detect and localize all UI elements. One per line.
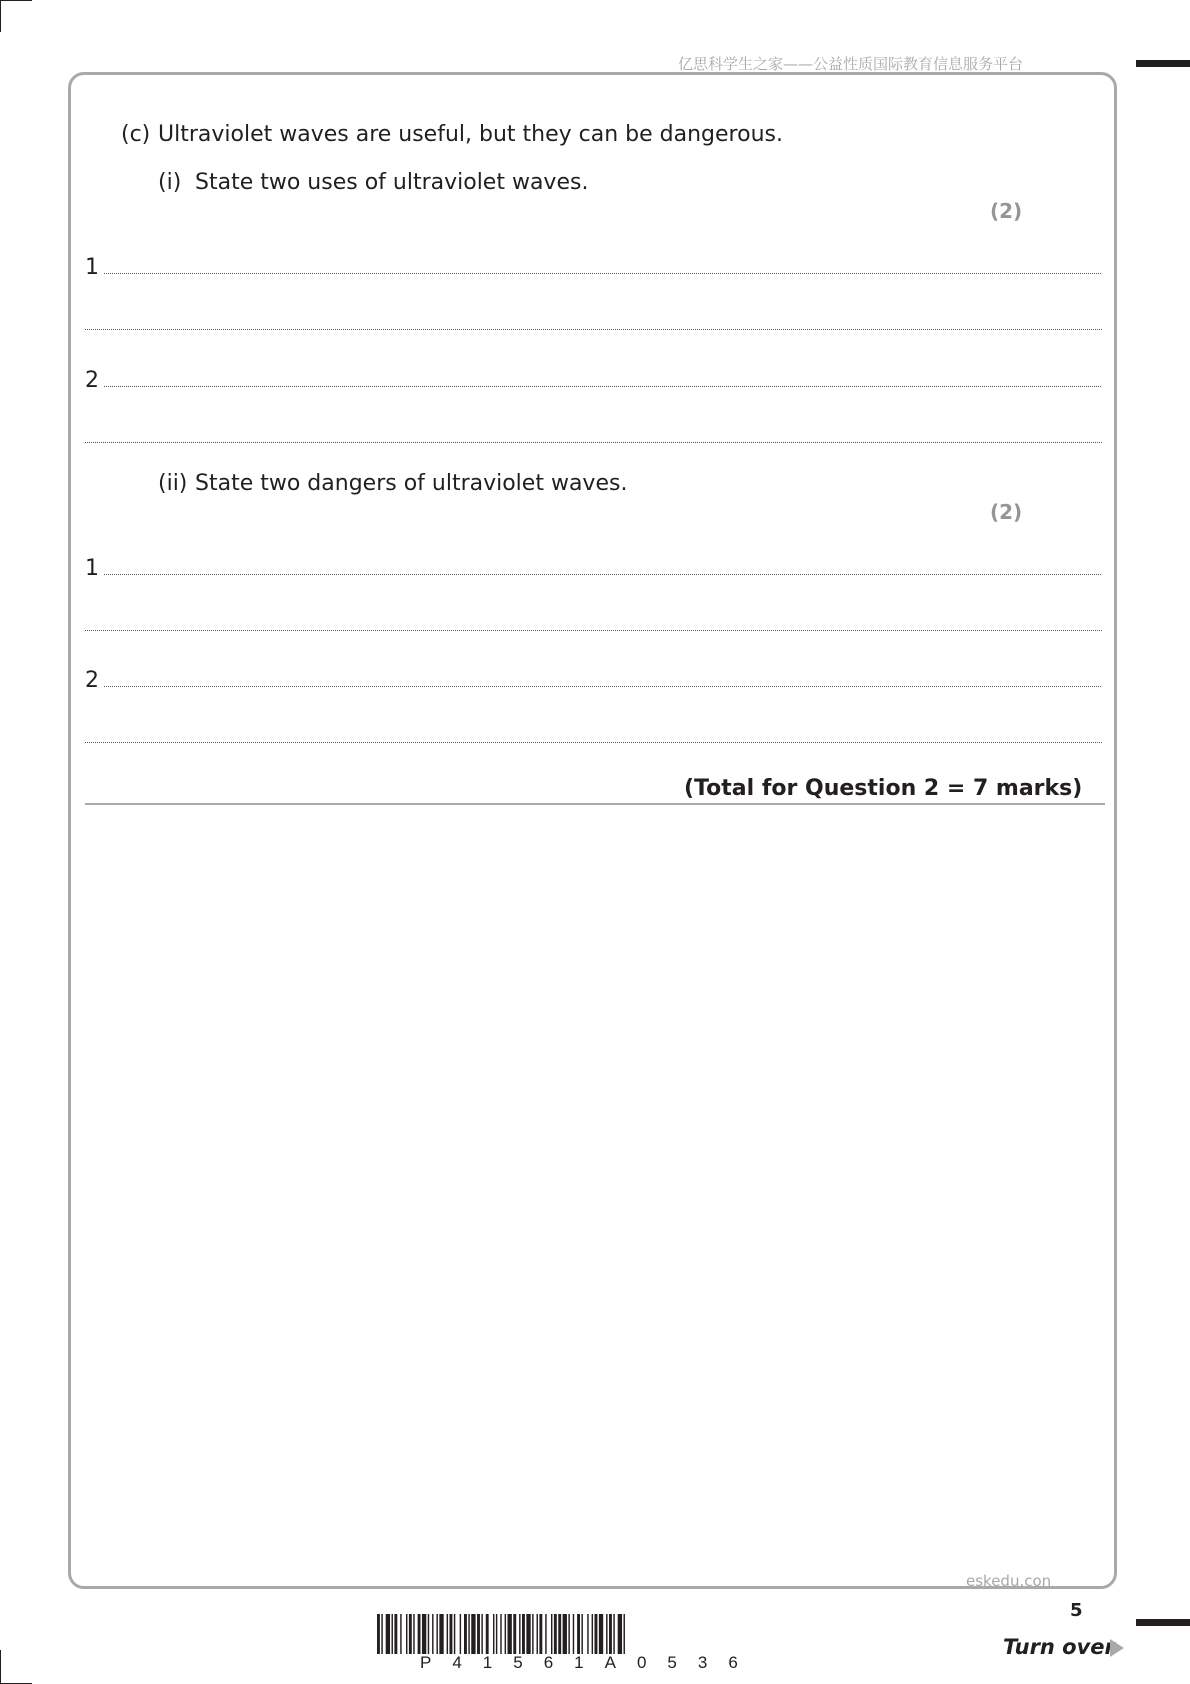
part-i-label: (i) bbox=[158, 170, 182, 195]
barcode-bar bbox=[454, 1614, 455, 1654]
question-total: (Total for Question 2 = 7 marks) bbox=[684, 776, 1083, 801]
question-part-c bbox=[121, 122, 783, 147]
part-c-label: (c) bbox=[121, 122, 151, 147]
header-watermark: 亿思科学生之家——公益性质国际教育信息服务平台 bbox=[678, 55, 1024, 73]
footer-watermark: eskedu.con bbox=[966, 1572, 1052, 1590]
barcode-bar bbox=[439, 1614, 443, 1654]
total-rule bbox=[85, 803, 1105, 805]
barcode-bar bbox=[493, 1614, 494, 1654]
barcode-bar bbox=[526, 1614, 530, 1654]
answer-line[interactable] bbox=[104, 386, 1101, 387]
answer-line[interactable] bbox=[104, 273, 1101, 274]
crop-mark bbox=[0, 0, 1, 32]
barcode-bar bbox=[595, 1614, 598, 1654]
crop-mark bbox=[0, 0, 32, 1]
barcode-bar bbox=[587, 1614, 588, 1654]
part-ii-text: State two dangers of ultraviolet waves. bbox=[195, 471, 628, 496]
barcode-bar bbox=[381, 1614, 382, 1654]
answer-number: 2 bbox=[85, 368, 99, 393]
barcode-bar bbox=[539, 1614, 542, 1654]
barcode-bar bbox=[618, 1614, 622, 1654]
barcode-bar bbox=[422, 1614, 426, 1654]
part-ii-label: (ii) bbox=[158, 471, 188, 496]
barcode-bar bbox=[468, 1614, 469, 1654]
barcode-bar bbox=[464, 1614, 467, 1654]
answer-number: 1 bbox=[85, 255, 99, 280]
answer-line[interactable] bbox=[85, 329, 1102, 330]
barcode-bar bbox=[432, 1614, 433, 1654]
barcode-bar bbox=[599, 1614, 603, 1654]
turn-over-arrow-icon bbox=[1110, 1639, 1124, 1657]
barcode-bar bbox=[606, 1614, 607, 1654]
barcode-bar bbox=[409, 1614, 412, 1654]
barcode-bar bbox=[609, 1614, 612, 1654]
barcode-bar bbox=[392, 1614, 393, 1654]
barcode-bar bbox=[545, 1614, 546, 1654]
barcode-text: P41561A0536 bbox=[420, 1653, 759, 1672]
barcode-bar bbox=[563, 1614, 567, 1654]
barcode-bar bbox=[554, 1614, 557, 1654]
barcode-bar bbox=[513, 1614, 516, 1654]
part-i-text: State two uses of ultraviolet waves. bbox=[195, 170, 589, 195]
answer-line[interactable] bbox=[85, 442, 1102, 443]
part-ii-marks: (2) bbox=[990, 500, 1023, 524]
barcode-bar bbox=[486, 1614, 489, 1654]
barcode-bar bbox=[418, 1614, 421, 1654]
barcode-bar bbox=[460, 1614, 461, 1654]
barcode-bar bbox=[394, 1614, 397, 1654]
barcode-bar bbox=[532, 1614, 533, 1654]
barcode-bar bbox=[568, 1614, 569, 1654]
barcode-bar bbox=[519, 1614, 520, 1654]
barcode-bar bbox=[436, 1614, 437, 1654]
answer-frame bbox=[68, 72, 1117, 1589]
barcode-bar bbox=[508, 1614, 512, 1654]
answer-line[interactable] bbox=[85, 742, 1102, 743]
answer-line[interactable] bbox=[85, 630, 1102, 631]
barcode-bar bbox=[413, 1614, 414, 1654]
part-i-marks: (2) bbox=[990, 199, 1023, 223]
barcode-bar bbox=[477, 1614, 480, 1654]
barcode-bar bbox=[577, 1614, 580, 1654]
barcode-bar bbox=[500, 1614, 501, 1654]
barcode-bar bbox=[624, 1614, 625, 1654]
barcode-bar bbox=[537, 1614, 538, 1654]
crop-mark bbox=[0, 1650, 1, 1684]
barcode-bar bbox=[406, 1614, 407, 1654]
answer-number: 1 bbox=[85, 556, 99, 581]
barcode-bar bbox=[386, 1614, 390, 1654]
answer-number: 2 bbox=[85, 668, 99, 693]
question-part-i bbox=[158, 170, 588, 195]
barcode-bar bbox=[447, 1614, 448, 1654]
side-bar-top bbox=[1136, 60, 1190, 67]
barcode-bar bbox=[377, 1614, 380, 1654]
barcode-bar bbox=[450, 1614, 453, 1654]
barcode-icon bbox=[377, 1614, 811, 1654]
question-part-ii bbox=[158, 471, 627, 496]
barcode-bar bbox=[428, 1614, 429, 1654]
part-c-text: Ultraviolet waves are useful, but they can be dangerous. bbox=[158, 122, 783, 147]
barcode-bar bbox=[573, 1614, 574, 1654]
barcode-bar bbox=[551, 1614, 552, 1654]
barcode-bar bbox=[581, 1614, 582, 1654]
answer-line[interactable] bbox=[104, 574, 1101, 575]
barcode-bar bbox=[481, 1614, 482, 1654]
barcode-bar bbox=[400, 1614, 401, 1654]
barcode-bar bbox=[505, 1614, 506, 1654]
turn-over-label: Turn over bbox=[1003, 1635, 1115, 1659]
answer-line[interactable] bbox=[104, 686, 1101, 687]
side-bar-bottom bbox=[1136, 1619, 1190, 1626]
barcode-bar bbox=[613, 1614, 614, 1654]
barcode-bar bbox=[558, 1614, 561, 1654]
barcode-bar bbox=[522, 1614, 525, 1654]
page-number: 5 bbox=[1070, 1600, 1083, 1621]
barcode-bar bbox=[471, 1614, 475, 1654]
barcode-bar bbox=[592, 1614, 593, 1654]
barcode-bar bbox=[496, 1614, 497, 1654]
